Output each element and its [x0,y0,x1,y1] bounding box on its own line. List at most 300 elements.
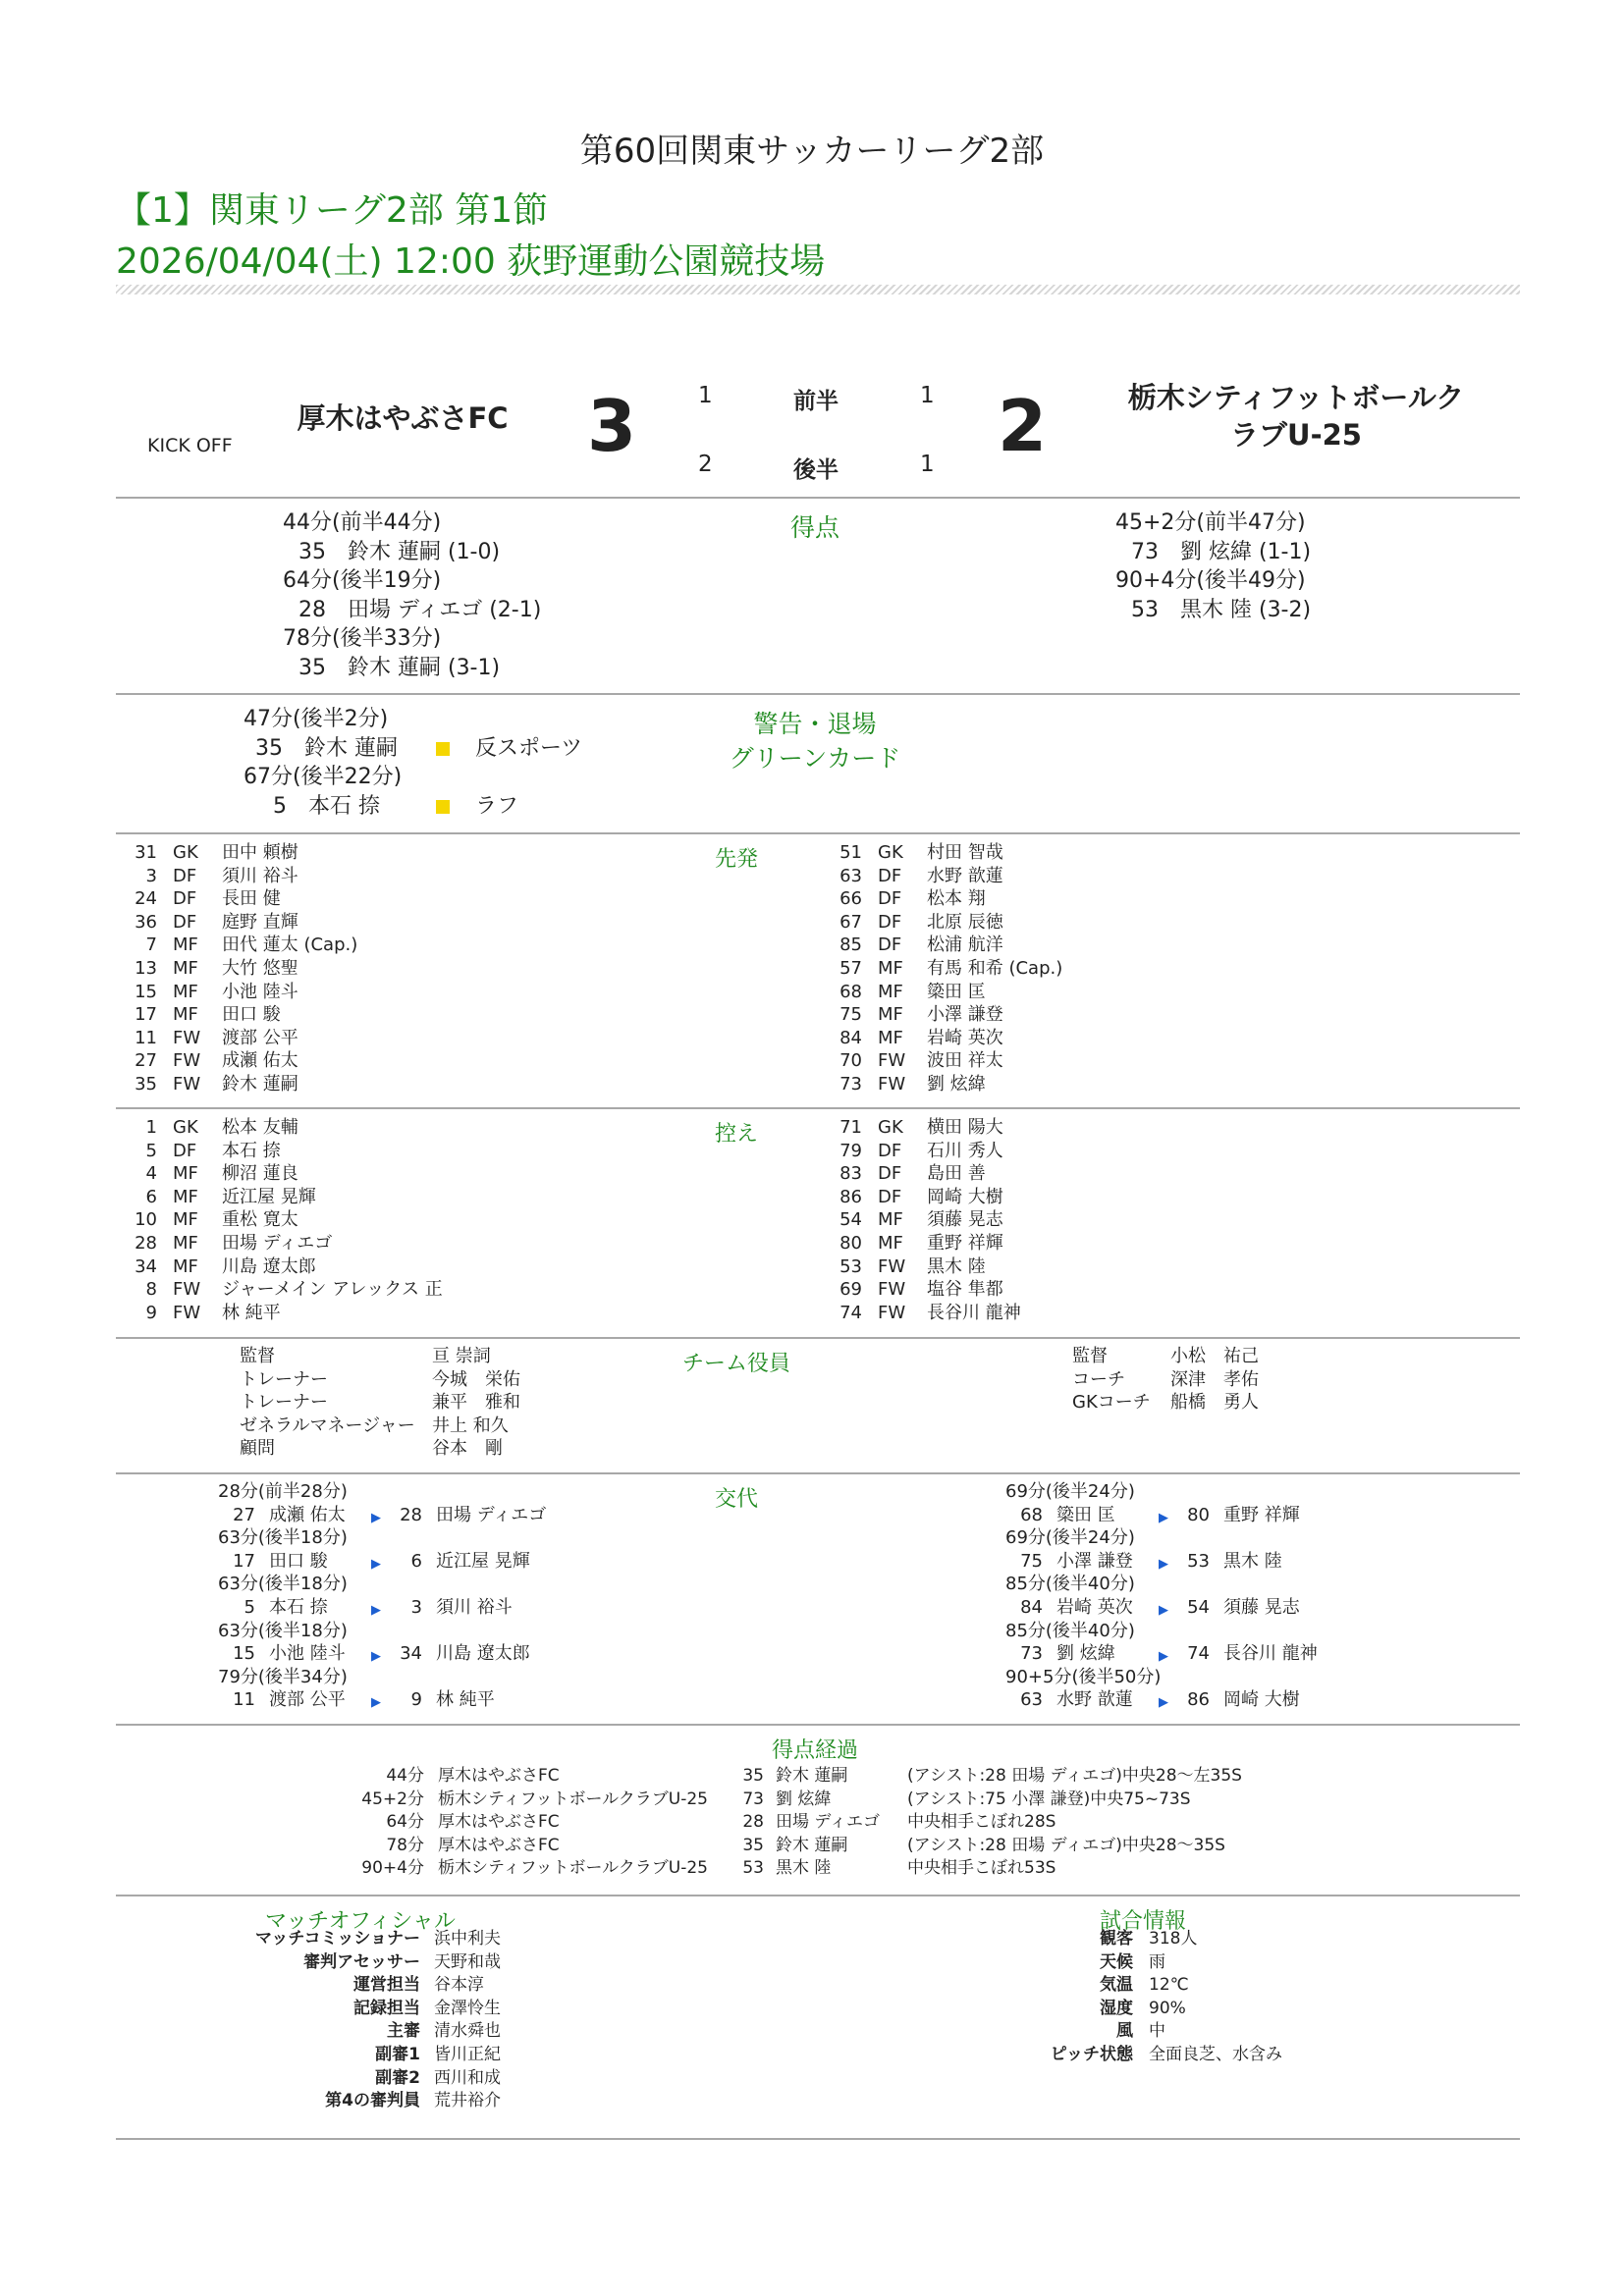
card-time: 67分(後半22分) [244,765,403,789]
player-name: 長田 健 [222,888,281,910]
player-row [122,1027,534,1050]
player-number: 7 [145,934,157,956]
substitution-time: 28分(前半28分) [218,1481,348,1502]
in-player-number: 86 [1187,1689,1210,1711]
official-role: マッチコミッショナー [255,1929,420,1949]
player-position: MF [878,1004,903,1026]
player-row [827,934,1239,957]
player-position: DF [878,934,902,956]
out-player-number: 5 [244,1596,255,1618]
player-row [122,1073,534,1096]
home-substitutions-list [218,1480,670,1712]
page-title: 第60回関東サッカーリーグ2部 [579,132,1045,171]
player-name: 塩谷 隼都 [927,1279,1003,1301]
player-number: 70 [839,1050,862,1072]
progress-no: 35 [742,1835,764,1855]
player-position: DF [173,888,197,910]
staff-role: 監督 [1072,1346,1108,1366]
player-number: 79 [839,1140,862,1161]
in-player-name: 川島 遼太郎 [436,1643,530,1665]
player-row [122,1140,534,1163]
out-player-number: 75 [1020,1550,1043,1572]
in-player-name: 林 純平 [436,1689,495,1711]
player-name: 波田 祥太 [927,1050,1003,1072]
player-number: 35 [135,1073,157,1095]
player-row [827,1186,1239,1209]
away-subs-list [827,1116,1239,1324]
player-row [827,1049,1239,1073]
player-position: FW [173,1027,201,1048]
substitution-row [1005,1688,1457,1712]
player-number: 4 [145,1163,157,1185]
player-position: MF [878,981,903,1002]
player-number: 67 [839,911,862,933]
player-number: 53 [839,1255,862,1277]
substitution-time: 63分(後半18分) [218,1574,348,1595]
in-player-number: 6 [410,1550,422,1572]
match-datetime-venue: 2026/04/04(土) 12:00 荻野運動公園競技場 [116,241,826,282]
staff-role: ゼネラルマネージャー [240,1415,415,1436]
player-name: 林 純平 [222,1302,281,1323]
player-number: 51 [839,842,862,863]
player-row [827,957,1239,981]
header-divider [116,285,1520,294]
official-name: 西川和成 [434,2067,501,2088]
player-number: 85 [839,934,862,956]
staff-name: 亘 崇詞 [432,1346,491,1366]
in-player-number: 34 [400,1643,422,1665]
goal-time: 78分(後半33分) [283,626,442,651]
player-row [122,957,534,981]
in-player-number: 54 [1187,1596,1210,1618]
player-name: 田場 ディエゴ [222,1232,333,1254]
player-name: 水野 歆蓮 [927,865,1003,886]
player-name: 成瀬 佑太 [222,1050,298,1072]
progress-team: 厚木はやぶさFC [438,1812,560,1833]
player-row [122,1162,534,1186]
substitution-row [1005,1550,1457,1574]
subs-section-label: 控え [714,1122,758,1147]
player-name: 本石 捺 [222,1140,281,1161]
staff-name: 小松 祐己 [1170,1346,1259,1366]
player-number: 28 [135,1232,157,1254]
substitution-row [1005,1642,1457,1666]
match-round: 【1】関東リーグ2部 第1節 [116,190,549,231]
player-position: MF [878,1232,903,1254]
sub-arrow-icon: ▶ [371,1602,381,1618]
home-subs-list [122,1116,534,1324]
substitution-row [218,1504,670,1527]
sub-arrow-icon: ▶ [1159,1695,1168,1711]
second-half-label: 後半 [793,457,839,483]
player-name: 松本 翔 [927,888,986,910]
substitution-row [1005,1504,1457,1527]
info-key: 湿度 [1100,1998,1133,2018]
out-player-name: 本石 捺 [269,1596,328,1618]
home-total-score: 3 [587,385,637,467]
divider [116,2138,1520,2140]
substitution-row [218,1688,670,1712]
official-name: 天野和哉 [434,1951,501,1972]
progress-player: 田場 ディエゴ [776,1812,881,1833]
progress-time: 45+2分 [361,1789,424,1809]
player-name: 横田 陽大 [927,1117,1003,1138]
progress-team: 栃木シティフットボールクラブU-25 [438,1858,708,1879]
player-name: 石川 秀人 [927,1140,1003,1161]
staff-name: 兼平 雅和 [432,1392,520,1414]
progress-detail: (アシスト:75 小澤 謙登)中央75~73S [907,1789,1191,1809]
officials-section-label: マッチオフィシャル [265,1909,456,1934]
substitution-row [218,1596,670,1620]
progress-detail: (アシスト:28 田場 ディエゴ)中央28～35S [907,1835,1225,1855]
out-player-number: 11 [233,1689,255,1711]
player-position: GK [878,842,903,863]
out-player-name: 簗田 匡 [1056,1504,1115,1525]
official-role: 記録担当 [353,1998,420,2018]
in-player-name: 岡崎 大樹 [1223,1689,1300,1711]
divider [116,1472,1520,1474]
player-position: GK [878,1117,903,1138]
info-value: 全面良芝、水含み [1149,2044,1282,2064]
card-player: 5 本石 捺 [273,793,380,819]
goal-player: 73 劉 炫緯 (1-1) [1131,539,1312,564]
player-position: FW [878,1302,906,1323]
progress-player: 劉 炫緯 [776,1789,832,1809]
player-number: 84 [839,1027,862,1048]
player-name: 北原 辰徳 [927,911,1003,933]
player-name: 簗田 匡 [927,981,986,1002]
player-position: FW [878,1279,906,1301]
player-name: 大竹 悠聖 [222,957,298,979]
player-row [827,1027,1239,1050]
player-name: 田中 頼樹 [222,842,298,863]
player-position: MF [173,1004,198,1026]
player-row [122,1049,534,1073]
in-player-number: 3 [410,1596,422,1618]
card-player: 35 鈴木 蓮嗣 [255,735,398,761]
out-player-name: 水野 歆蓮 [1056,1689,1133,1711]
player-name: 鈴木 蓮嗣 [222,1073,298,1095]
player-row [827,887,1239,911]
player-position: MF [878,1027,903,1048]
home-team-name: 厚木はやぶさFC [297,401,509,435]
progress-detail: 中央相手こぼれ28S [907,1812,1056,1833]
progress-detail: (アシスト:28 田場 ディエゴ)中央28～左35S [907,1766,1242,1786]
away-starters-list [827,841,1239,1096]
player-row [827,981,1239,1004]
player-row [827,1232,1239,1255]
staff-role: 監督 [240,1346,275,1366]
progress-no: 73 [742,1789,764,1809]
player-number: 27 [135,1050,157,1072]
player-number: 68 [839,981,862,1002]
staff-role: 顧問 [240,1438,275,1460]
goal-player: 35 鈴木 蓮嗣 (3-1) [298,655,501,680]
player-number: 73 [839,1073,862,1095]
player-row [827,1208,1239,1232]
player-position: GK [173,1117,198,1138]
player-name: 重松 寛太 [222,1209,298,1231]
player-row [122,1116,534,1140]
official-name: 皆川正紀 [434,2044,501,2064]
progress-team: 栃木シティフットボールクラブU-25 [438,1789,708,1809]
player-row [827,1278,1239,1302]
player-number: 5 [145,1140,157,1161]
away-goals-list [1115,508,1311,624]
player-name: 須川 裕斗 [222,865,298,886]
progress-player: 黒木 陸 [776,1858,832,1879]
away-total-score: 2 [998,385,1048,467]
in-player-number: 74 [1187,1643,1210,1665]
player-row [827,841,1239,865]
in-player-number: 9 [410,1689,422,1711]
divider [116,1107,1520,1109]
player-name: 田代 蓮太 (Cap.) [222,934,358,956]
in-player-name: 長谷川 龍神 [1223,1643,1318,1665]
out-player-name: 渡部 公平 [269,1689,346,1711]
player-row [122,1302,534,1325]
progress-no: 35 [742,1766,764,1786]
player-number: 13 [135,957,157,979]
in-player-number: 28 [400,1504,422,1525]
substitution-time: 90+5分(後半50分) [1005,1666,1162,1687]
sub-arrow-icon: ▶ [371,1695,381,1711]
sub-arrow-icon: ▶ [371,1649,381,1665]
player-name: 庭野 直輝 [222,911,298,933]
out-player-number: 68 [1020,1504,1043,1525]
player-number: 31 [135,842,157,863]
goals-section-label: 得点 [789,513,839,542]
player-number: 69 [839,1279,862,1301]
player-number: 54 [839,1209,862,1231]
player-position: MF [173,934,198,956]
player-number: 66 [839,888,862,910]
progress-player: 鈴木 蓮嗣 [776,1835,848,1855]
sub-arrow-icon: ▶ [371,1556,381,1572]
first-half-label: 前半 [793,389,839,414]
player-name: 岡崎 大樹 [927,1186,1003,1207]
substitution-row [218,1550,670,1574]
player-number: 8 [145,1279,157,1301]
green-card-label: グリーンカード [729,744,901,773]
player-name: 田口 駿 [222,1004,281,1026]
goal-time: 44分(前半44分) [283,510,442,535]
player-position: MF [173,1186,198,1207]
divider [116,1895,1520,1896]
divider [116,693,1520,695]
player-number: 3 [145,865,157,886]
player-position: FW [173,1279,201,1301]
home-cards-list [244,705,583,821]
substitution-time: 85分(後半40分) [1005,1620,1135,1641]
player-name: 小澤 謙登 [927,1004,1003,1026]
player-position: DF [878,888,902,910]
progress-team: 厚木はやぶさFC [438,1835,560,1855]
yellow-card-icon [436,742,450,756]
in-player-name: 須藤 晃志 [1223,1596,1300,1618]
scoring-progress-label: 得点経過 [771,1738,858,1763]
official-name: 浜中利夫 [434,1929,501,1949]
progress-time: 90+4分 [361,1858,424,1879]
substitution-time: 69分(後半24分) [1005,1481,1135,1502]
official-role: 副審2 [375,2067,420,2088]
in-player-name: 黒木 陸 [1223,1550,1282,1572]
info-key: 観客 [1100,1929,1133,1949]
info-key: 天候 [1100,1951,1133,1972]
player-row [827,911,1239,934]
substitution-row [218,1642,670,1666]
player-row [122,887,534,911]
out-player-name: 小池 陸斗 [269,1643,346,1665]
card-time: 47分(後半2分) [244,707,389,731]
staff-role: コーチ [1072,1368,1125,1390]
sub-arrow-icon: ▶ [1159,1510,1168,1525]
player-position: DF [878,911,902,933]
player-row [122,841,534,865]
player-name: 松浦 航洋 [927,934,1003,956]
player-number: 86 [839,1186,862,1207]
player-row [122,1003,534,1027]
progress-no: 28 [742,1812,764,1833]
official-name: 谷本淳 [434,1975,484,1996]
player-position: DF [173,865,197,886]
player-name: 松本 友輔 [222,1117,298,1138]
substitution-row [1005,1596,1457,1620]
match-info-list [943,1928,1335,2067]
card-reason: 反スポーツ [475,735,583,761]
player-position: MF [173,981,198,1002]
official-name: 清水舜也 [434,2021,501,2042]
out-player-number: 27 [233,1504,255,1525]
player-row [122,934,534,957]
player-row [827,1116,1239,1140]
player-name: 岩崎 英次 [927,1027,1003,1048]
out-player-name: 岩崎 英次 [1056,1596,1133,1618]
player-name: 柳沼 蓮良 [222,1163,298,1185]
player-number: 57 [839,957,862,979]
staff-section-label: チーム役員 [681,1352,790,1376]
away-first-half: 1 [920,383,935,408]
official-role: 副審1 [375,2044,420,2064]
progress-time: 78分 [386,1835,424,1855]
cards-section-label [687,707,943,775]
player-number: 34 [135,1255,157,1277]
player-number: 63 [839,865,862,886]
player-name: 須藤 晃志 [927,1209,1003,1231]
player-row [827,1255,1239,1279]
substitutions-section-label: 交代 [714,1487,758,1512]
player-number: 83 [839,1163,862,1185]
progress-team: 厚木はやぶさFC [438,1766,560,1786]
player-position: FW [173,1073,201,1095]
player-name: 川島 遼太郎 [222,1255,316,1277]
progress-time: 64分 [386,1812,424,1833]
away-second-half: 1 [920,452,935,477]
player-row [122,1232,534,1255]
out-player-number: 84 [1020,1596,1043,1618]
info-key: 風 [1116,2021,1133,2042]
player-row [122,1255,534,1279]
goal-player: 53 黒木 陸 (3-2) [1131,597,1312,622]
out-player-number: 63 [1020,1689,1043,1711]
divider [116,832,1520,834]
player-number: 11 [135,1027,157,1048]
player-number: 75 [839,1004,862,1026]
staff-role: トレーナー [240,1392,328,1414]
player-row [122,1186,534,1209]
yellow-card-icon [436,800,450,814]
substitution-time: 63分(後半18分) [218,1620,348,1641]
away-substitutions-list [1005,1480,1457,1712]
official-role: 第4の審判員 [325,2091,420,2111]
player-row [827,1073,1239,1096]
official-role: 主審 [387,2021,420,2042]
starters-section-label: 先発 [714,847,758,872]
staff-name: 深津 孝佑 [1170,1368,1259,1390]
player-position: FW [878,1255,906,1277]
info-value: 12℃ [1149,1975,1189,1996]
info-value: 中 [1149,2021,1165,2042]
goal-time: 45+2分(前半47分) [1115,510,1306,535]
player-position: DF [878,1140,902,1161]
official-role: 運営担当 [353,1975,420,1996]
player-row [827,1140,1239,1163]
out-player-name: 劉 炫緯 [1056,1643,1115,1665]
staff-name: 今城 栄佑 [432,1368,520,1390]
official-name: 荒井裕介 [434,2091,501,2111]
player-position: DF [878,865,902,886]
home-goals-list [283,508,541,682]
staff-role: トレーナー [240,1368,328,1390]
player-name: 渡部 公平 [222,1027,298,1048]
home-kickoff-label: KICK OFF [147,435,233,456]
player-number: 15 [135,981,157,1002]
progress-detail: 中央相手こぼれ53S [907,1858,1056,1879]
substitution-time: 63分(後半18分) [218,1527,348,1549]
in-player-name: 須川 裕斗 [436,1596,513,1618]
scoring-progress-table [334,1765,1316,1881]
goal-time: 90+4分(後半49分) [1115,568,1306,593]
player-name: 近江屋 晃輝 [222,1186,316,1207]
goal-player: 28 田場 ディエゴ (2-1) [298,597,542,622]
staff-name: 井上 和久 [432,1415,509,1436]
official-role: 審判アセッサー [303,1951,420,1972]
substitution-time: 85分(後半40分) [1005,1574,1135,1595]
progress-time: 44分 [386,1766,424,1786]
out-player-name: 小澤 謙登 [1056,1550,1133,1572]
cards-label: 警告・退場 [753,710,877,738]
match-info-section-label: 試合情報 [1100,1909,1187,1934]
player-row [827,1302,1239,1325]
in-player-number: 80 [1187,1504,1210,1525]
out-player-name: 成瀬 佑太 [269,1504,346,1525]
player-row [827,1003,1239,1027]
goal-time: 64分(後半19分) [283,568,442,593]
player-position: GK [173,842,198,863]
away-team-name: 栃木シティフットボールクラブU-25 [1127,381,1465,452]
player-position: MF [878,957,903,979]
progress-player: 鈴木 蓮嗣 [776,1766,848,1786]
player-number: 6 [145,1186,157,1207]
player-name: 村田 智哉 [927,842,1003,863]
player-number: 74 [839,1302,862,1323]
player-name: 島田 善 [927,1163,986,1185]
substitution-time: 79分(後半34分) [218,1666,348,1687]
player-row [122,1208,534,1232]
info-key: ピッチ状態 [1050,2044,1133,2064]
player-position: FW [878,1073,906,1095]
player-position: MF [173,1163,198,1185]
